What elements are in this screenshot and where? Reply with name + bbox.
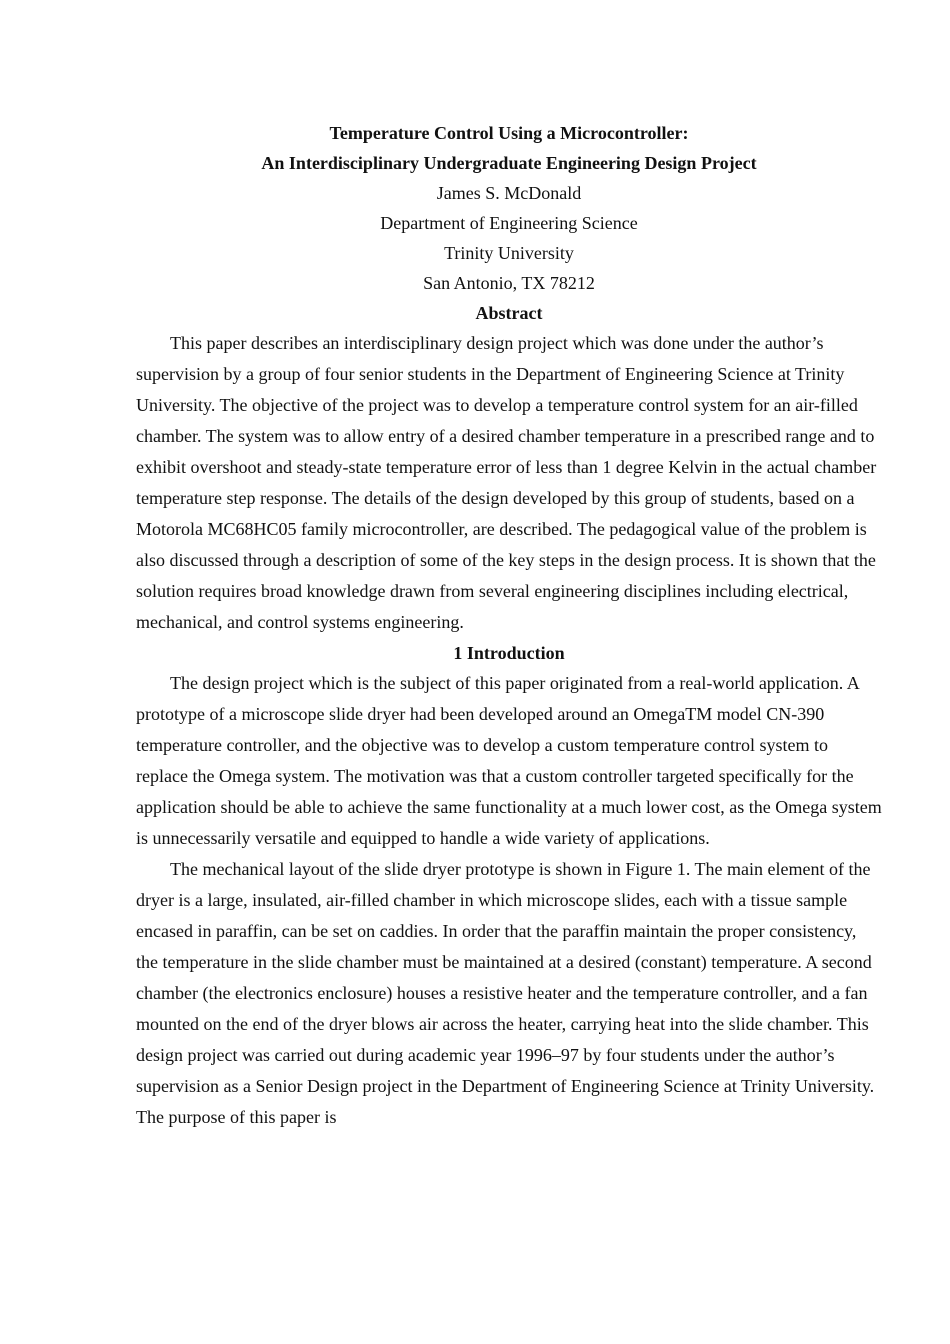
abstract-heading: Abstract <box>475 303 543 323</box>
location: San Antonio, TX 78212 <box>423 273 595 293</box>
department: Department of Engineering Science <box>380 213 638 233</box>
paper-page <box>136 118 882 1133</box>
introduction-heading: 1 Introduction <box>453 643 565 663</box>
title-line-1: Temperature Control Using a Microcontroller: <box>329 123 689 143</box>
introduction-paragraph-2: The mechanical layout of the slide dryer prototype is shown in Figure 1. The main element of the dryer is a large, insulated, air-filled chamber in which microscope slides, each with a tissue sample encased in paraffin, can be set on caddies. In order that the paraffin maintain the proper consistency, the temperature in the slide chamber must be maintained at a desired (constant) temperature. A second chamber (the electronics enclosure) houses a resistive heater and the temperature controller, and a fan mounted on the end of the dryer blows air across the heater, carrying heat into the slide chamber. This design project was carried out during academic year 1996–97 by four students under the author’s supervision as a Senior Design project in the Department of Engineering Science at Trinity University. The purpose of this paper is <box>136 859 875 1127</box>
university: Trinity University <box>444 243 574 263</box>
title-line-2: An Interdisciplinary Undergraduate Engineering Design Project <box>261 153 757 173</box>
introduction-paragraph-1: The design project which is the subject of this paper originated from a real-world application. A prototype of a microscope slide dryer had been developed around an OmegaTM model CN-390 temperature controller, and the objective was to develop a custom temperature control system to replace the Omega system. The motivation was that a custom controller targeted specifically for the application should be able to achieve the same functionality at a much lower cost, as the Omega system is unnecessarily versatile and equipped to handle a wide variety of applications. <box>136 673 882 848</box>
author-name: James S. McDonald <box>436 183 582 203</box>
abstract-text: This paper describes an interdisciplinary design project which was done under the author’s supervision by a group of four senior students in the Department of Engineering Science at Trinity University. The objective of the project was to develop a temperature control system for an air-filled chamber. The system was to allow entry of a desired chamber temperature in a prescribed range and to exhibit overshoot and steady-state temperature error of less than 1 degree Kelvin in the actual chamber temperature step response. The details of the design developed by this group of students, based on a Motorola MC68HC05 family microcontroller, are described. The pedagogical value of the problem is also discussed through a description of some of the key steps in the design process. It is shown that the solution requires broad knowledge drawn from several engineering disciplines including electrical, mechanical, and control systems engineering. <box>136 333 877 632</box>
